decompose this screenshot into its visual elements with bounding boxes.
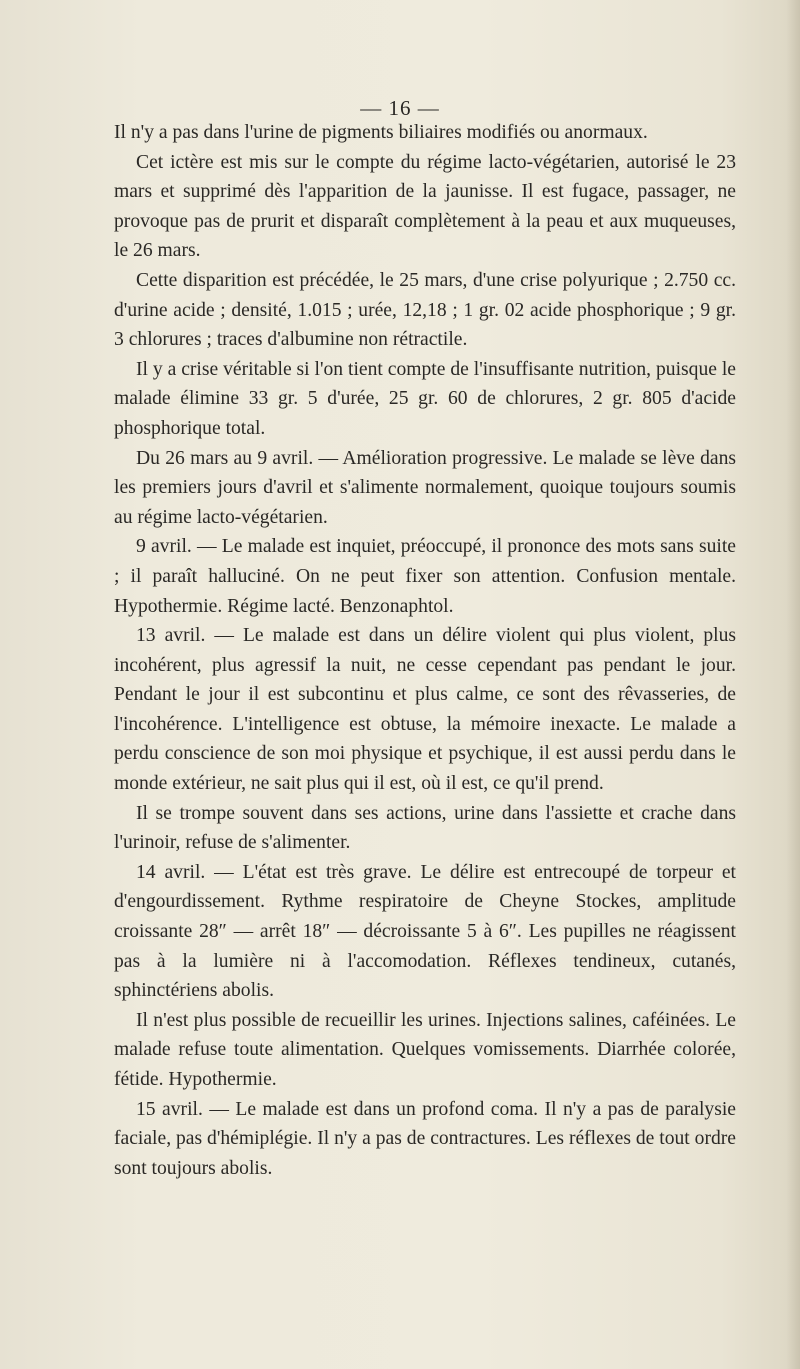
paragraph-15-avril: 15 avril. — Le malade est dans un profond coma. Il n'y a pas de paralysie faciale, pas d'hémiplégie. Il n'y a pas de contractures. Les réflexes de tout ordre sont toujours abolis.	[114, 1098, 736, 1179]
paragraph-actions: Il se trompe souvent dans ses actions, urine dans l'assiette et crache dans l'urinoir, refuse de s'alimenter.	[114, 802, 736, 854]
paragraph-urines: Il n'est plus possible de recueillir les urines. Injections salines, caféinées. Le malade refuse toute alimentation. Quelques vomissements. Diarrhée colorée, fétide. Hypothermie.	[114, 1009, 736, 1090]
paragraph-9-avril: 9 avril. — Le malade est inquiet, préoccupé, il prononce des mots sans suite ; il paraît halluciné. On ne peut fixer son attention. Confusion mentale. Hypothermie. Régime lacté. Benzonaphtol.	[114, 536, 736, 617]
paragraph-true-crisis: Il y a crise véritable si l'on tient compte de l'insuffisante nutrition, puisque le malade élimine 33 gr. 5 d'urée, 25 gr. 60 de chlorures, 2 gr. 805 d'acide phosphorique total.	[114, 358, 736, 439]
page-number: — 16 —	[360, 96, 440, 120]
page-edge-shadow	[786, 0, 800, 1369]
paragraph-icterus: Cet ictère est mis sur le compte du régime lacto-végétarien, autorisé le 23 mars et supprimé dès l'apparition de la jaunisse. Il est fugace, passager, ne provoque pas de prurit et disparaît complètement à la peau et aux muqueuses, le 26 mars.	[114, 151, 736, 262]
paragraph-polyuric-crisis: Cette disparition est précédée, le 25 mars, d'une crise polyurique ; 2.750 cc. d'urine acide ; densité, 1.015 ; urée, 12,18 ; 1 gr. 02 acide phosphorique ; 9 gr. 3 chlorures ; traces d'albumine non rétractile.	[114, 269, 736, 351]
paragraph-urine-pigments: Il n'y a pas dans l'urine de pigments biliaires modifiés ou anormaux.	[114, 122, 648, 143]
paragraph-13-avril: 13 avril. — Le malade est dans un délire violent qui plus violent, plus incohérent, plus agressif la nuit, ne cesse cependant pas pendant le jour. Pendant le jour il est subcontinu et plus calme, ce sont des rêvasseries, de l'incohérence. L'intelligence est obtuse, la mémoire inexacte. Le malade a perdu conscience de son moi physique et psychique, il est aussi perdu dans le monde extérieur, ne sait plus qui il est, où il est, ce qu'il prend.	[114, 625, 736, 795]
paragraph-26-mars-9-avril: Du 26 mars au 9 avril. — Amélioration progressive. Le malade se lève dans les premiers jours d'avril et s'alimente normalement, quoique toujours soumis au régime lacto-végétarien.	[114, 447, 736, 528]
body-text	[114, 118, 736, 1183]
paragraph-14-avril: 14 avril. — L'état est très grave. Le délire est entrecoupé de torpeur et d'engourdissement. Rythme respiratoire de Cheyne Stockes, amplitude croissante 28″ — arrêt 18″ — décroissante 5 à 6″. Les pupilles ne réagissent pas à la lumière ni à l'accomodation. Réflexes tendineux, cutanés, sphinctériens abolis.	[114, 861, 736, 1002]
